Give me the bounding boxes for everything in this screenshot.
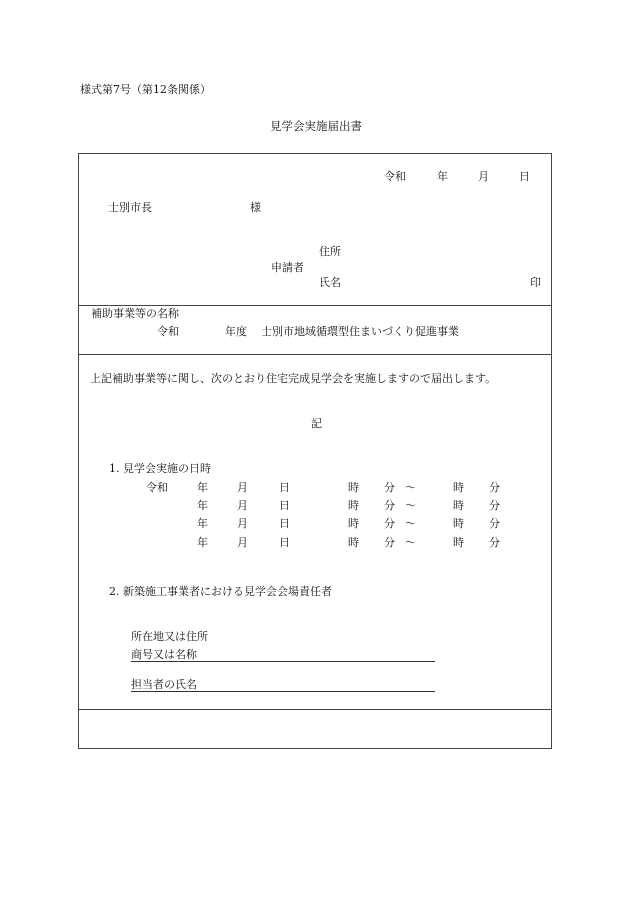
project-era: 令和 xyxy=(157,325,179,338)
schedule-row-1-month-label: 月 xyxy=(237,481,248,494)
schedule-row-4-year-label: 年 xyxy=(197,536,208,549)
schedule-row-2-day-label: 日 xyxy=(279,499,290,512)
project-label: 補助事業等の名称 xyxy=(91,307,179,320)
schedule-row-2-hour-label: 時 xyxy=(453,499,464,512)
schedule-row-4-month-label: 月 xyxy=(237,536,248,549)
schedule-row-2-year-label: 年 xyxy=(197,499,208,512)
schedule-row-1-year-label: 年 xyxy=(197,481,208,494)
schedule-row-4-day-label: 日 xyxy=(279,536,290,549)
trade-name-line xyxy=(131,661,435,662)
section2-title: 2. 新築施工事業者における見学会会場責任者 xyxy=(109,585,332,598)
project-fiscal-year: 年度 xyxy=(225,325,247,338)
date-year-label: 年 xyxy=(437,170,448,183)
divider-2 xyxy=(79,354,551,355)
schedule-row-3-month-label: 月 xyxy=(237,517,248,530)
schedule-row-1-minute-label: 分 xyxy=(384,481,395,494)
date-month-label: 月 xyxy=(478,170,489,183)
person-name-label: 担当者の氏名 xyxy=(131,678,197,691)
schedule-row-3-year-label: 年 xyxy=(197,517,208,530)
section1-era: 令和 xyxy=(146,481,168,494)
schedule-row-1-tilde-label: 〜 xyxy=(405,481,416,494)
schedule-row-3-tilde-label: 〜 xyxy=(405,517,416,530)
date-era: 令和 xyxy=(384,170,406,183)
schedule-row-1-hour-label: 時 xyxy=(348,481,359,494)
date-day-label: 日 xyxy=(519,170,530,183)
project-name: 士別市地域循環型住まいづくり促進事業 xyxy=(261,325,459,338)
schedule-row-2-month-label: 月 xyxy=(237,499,248,512)
section1-title: 1. 見学会実施の日時 xyxy=(109,462,211,475)
person-name-line xyxy=(131,691,435,692)
schedule-row-1-hour-label: 時 xyxy=(453,481,464,494)
address-label: 住所 xyxy=(319,245,341,258)
name-label: 氏名 xyxy=(319,276,341,289)
honorific: 様 xyxy=(250,201,261,214)
form-number: 様式第7号（第12条関係） xyxy=(80,83,211,96)
schedule-row-4-hour-label: 時 xyxy=(348,536,359,549)
divider-3 xyxy=(79,709,551,710)
schedule-row-4-minute-label: 分 xyxy=(489,536,500,549)
schedule-row-1-minute-label: 分 xyxy=(489,481,500,494)
schedule-row-3-day-label: 日 xyxy=(279,517,290,530)
schedule-row-3-hour-label: 時 xyxy=(348,517,359,530)
schedule-row-1-day-label: 日 xyxy=(279,481,290,494)
schedule-row-2-minute-label: 分 xyxy=(489,499,500,512)
schedule-row-4-minute-label: 分 xyxy=(384,536,395,549)
trade-name-label: 商号又は名称 xyxy=(131,648,197,661)
addressee: 士別市長 xyxy=(108,201,152,214)
schedule-row-3-minute-label: 分 xyxy=(489,517,500,530)
seal-mark: 印 xyxy=(530,276,541,289)
ki-heading: 記 xyxy=(311,417,322,430)
body-text: 上記補助事業等に関し、次のとおり住宅完成見学会を実施しますので届出します。 xyxy=(90,372,497,385)
schedule-row-3-hour-label: 時 xyxy=(453,517,464,530)
applicant-label: 申請者 xyxy=(271,261,304,274)
document-title: 見学会実施届出書 xyxy=(270,119,362,133)
schedule-row-4-tilde-label: 〜 xyxy=(405,536,416,549)
schedule-row-2-tilde-label: 〜 xyxy=(405,499,416,512)
divider-1 xyxy=(79,305,551,306)
schedule-row-2-hour-label: 時 xyxy=(348,499,359,512)
schedule-row-2-minute-label: 分 xyxy=(384,499,395,512)
schedule-row-4-hour-label: 時 xyxy=(453,536,464,549)
responsible-address-label: 所在地又は住所 xyxy=(131,630,208,643)
schedule-row-3-minute-label: 分 xyxy=(384,517,395,530)
